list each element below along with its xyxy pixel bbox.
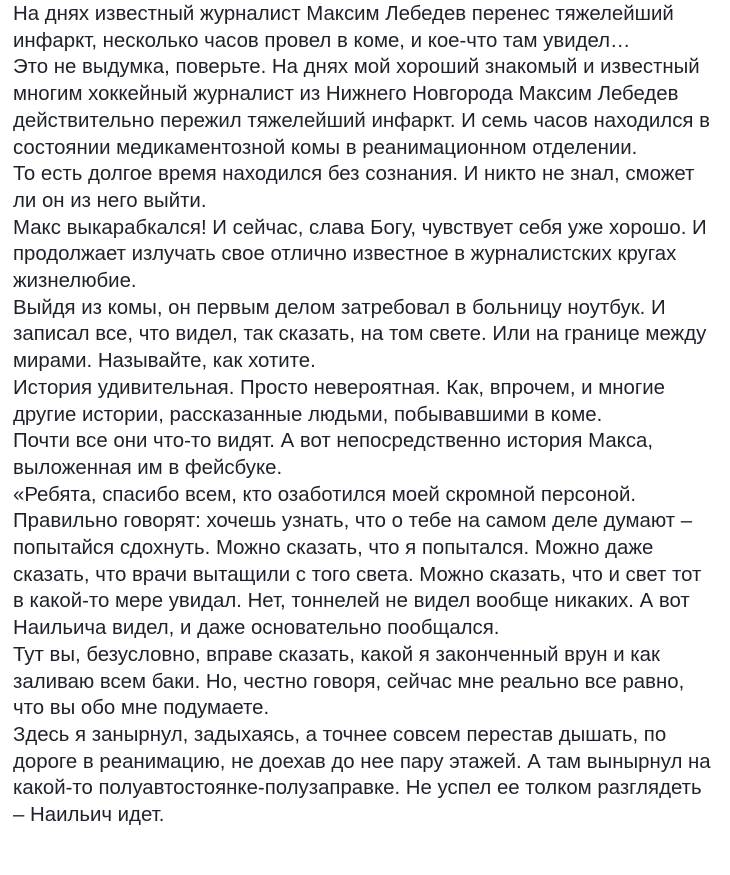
- paragraph-9: Тут вы, безусловно, вправе сказать, какой я законченный врун и как заливаю всем баки. Но, честно говоря, сейчас мне реально все равно, что вы обо мне подумаете.: [13, 643, 685, 720]
- paragraph-6: История удивительная. Просто невероятная. Как, впрочем, и многие другие истории, рассказанные людьми, побывавшими в коме.: [13, 376, 665, 426]
- paragraph-1: На днях известный журналист Максим Лебедев перенес тяжелейший инфаркт, несколько часов провел в коме, и кое-что там увидел…: [13, 3, 674, 52]
- paragraph-10: Здесь я занырнул, задыхаясь, а точнее совсем перестав дышать, по дороге в реанимацию, не доехав до нее пару этажей. А там вынырнул на какой-то полуавтостоянке-полузаправке. Не успел ее толком разглядеть – Наильич идет.: [13, 723, 711, 827]
- paragraph-5: Выйдя из комы, он первым делом затребовал в больницу ноутбук. И записал все, что видел, так сказать, на том свете. Или на границе между мирами. Называйте, как хотите.: [13, 296, 707, 373]
- paragraph-2: Это не выдумка, поверьте. На днях мой хороший знакомый и известный многим хоккейный журналист из Нижнего Новгорода Максим Лебедев действительно пережил тяжелейший инфаркт. И семь часов находился в состоянии медикаментозной комы в реанимационном отделении.: [13, 56, 710, 159]
- paragraph-7: Почти все они что-то видят. А вот непосредственно история Макса, выложенная им в фейсбуке.: [13, 430, 654, 479]
- paragraph-4: Макс выкарабкался! И сейчас, слава Богу, чувствует себя уже хорошо. И продолжает излучать свое отлично известное в журналистских кругах жизнелюбие.: [13, 216, 707, 293]
- paragraph-8: «Ребята, спасибо всем, кто озаботился моей скромной персоной. Правильно говорят: хочешь узнать, что о тебе на самом деле думают – попытайся сдохнуть. Можно сказать, что я попытался. Можно даже сказать, что врачи вытащили с того света. Можно сказать, что и свет тот в какой-то мере увидал. Нет, тоннелей не видел вообще никаких. А вот Наильича видел, и даже основательно пообщался.: [13, 483, 702, 640]
- paragraph-3: То есть долгое время находился без сознания. И никто не знал, сможет ли он из него выйти.: [13, 163, 695, 212]
